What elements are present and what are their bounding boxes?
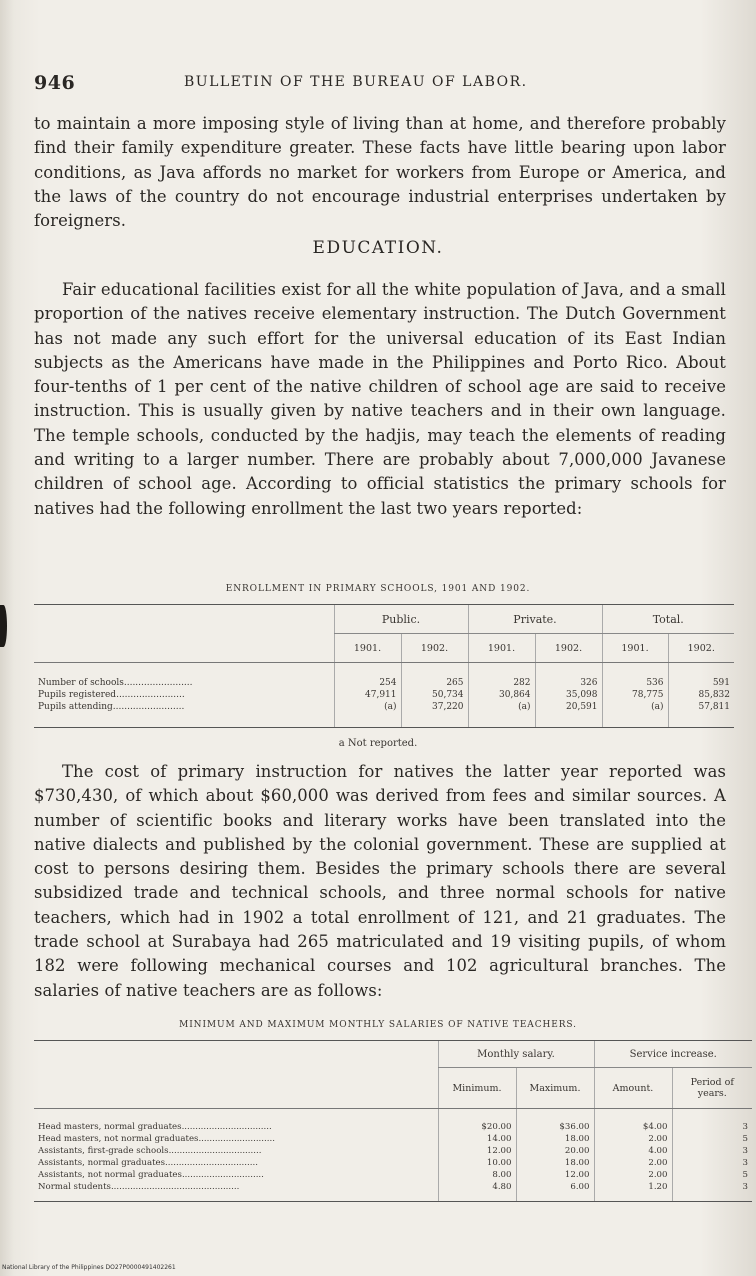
table-cell: 1.20 (594, 1181, 672, 1202)
row-label: Assistants, normal graduates.................................. (38, 1158, 258, 1168)
table-cell: 12.00 (438, 1145, 516, 1157)
table-cell: $36.00 (516, 1109, 594, 1134)
table-cell: $4.00 (594, 1109, 672, 1134)
table-row (34, 1157, 752, 1169)
group-header: Total. (602, 605, 734, 634)
group-header: Monthly salary. (438, 1041, 594, 1068)
stub-header (34, 1068, 438, 1109)
table-cell: 254 (334, 663, 401, 690)
table-cell: 6.00 (516, 1181, 594, 1202)
table-cell: 47,911 (334, 689, 401, 701)
row-label: Assistants, first-grade schools.................................. (38, 1146, 262, 1156)
table-row (34, 701, 734, 728)
table-cell: 2.00 (594, 1157, 672, 1169)
row-label: Pupils registered........................ (38, 690, 185, 700)
salaries-table (34, 1040, 752, 1202)
section-heading-education: EDUCATION. (312, 238, 444, 258)
page-number: 946 (34, 72, 76, 94)
table-cell: 20,591 (535, 701, 602, 728)
column-header: Period of years. (672, 1068, 752, 1109)
table-row (34, 1145, 752, 1157)
stub-header (34, 1041, 438, 1068)
table-cell: 18.00 (516, 1157, 594, 1169)
table-cell: 30,864 (468, 689, 535, 701)
stub-header (34, 634, 334, 663)
table-cell: 326 (535, 663, 602, 690)
table-cell: 265 (401, 663, 468, 690)
year-header: 1901. (334, 634, 401, 663)
table-cell: 35,098 (535, 689, 602, 701)
table-cell: 4.00 (594, 1145, 672, 1157)
table-cell: 2.00 (594, 1169, 672, 1181)
table-row (34, 663, 734, 690)
table-cell: 50,734 (401, 689, 468, 701)
table-row (34, 1133, 752, 1145)
paragraph-cost: The cost of primary instruction for natives the latter year reported was $730,430, of which about $60,000 was derived from fees and similar sources. A number of scientific books and literary works have been translated into the native dialects and published by the colonial government. These are supplied at cost to persons desiring them. Besides the primary schools there are several subsidized trade and technical schools, and three normal schools for native teachers, which had in 1902 a total enrollment of 121, and 21 graduates. The trade school at Surabaya had 265 matriculated and 19 visiting pupils, of whom 182 were following mechanical courses and 102 agricultural branches. The salaries of native teachers are as follows: (34, 762, 726, 1000)
table-cell: 5 (672, 1169, 752, 1181)
salaries-table-caption: MINIMUM AND MAXIMUM MONTHLY SALARIES OF NATIVE TEACHERS. (179, 1020, 577, 1030)
table-cell: 78,775 (602, 689, 668, 701)
column-header: Amount. (594, 1068, 672, 1109)
table-footnote: a Not reported. (338, 738, 418, 749)
table-cell: 3 (672, 1181, 752, 1202)
table-cell: (a) (602, 701, 668, 728)
table-cell: 57,811 (668, 701, 734, 728)
table-cell: 37,220 (401, 701, 468, 728)
table-cell: 3 (672, 1145, 752, 1157)
group-header: Service increase. (594, 1041, 752, 1068)
table-cell: 4.80 (438, 1181, 516, 1202)
table-row (34, 1169, 752, 1181)
year-header: 1901. (468, 634, 535, 663)
table-cell: 20.00 (516, 1145, 594, 1157)
table-row (34, 1181, 752, 1202)
page-edge-blot (0, 605, 7, 647)
table-cell: 282 (468, 663, 535, 690)
table-cell: 591 (668, 663, 734, 690)
running-title: BULLETIN OF THE BUREAU OF LABOR. (184, 74, 528, 90)
enrollment-table (34, 604, 734, 728)
paragraph-education: Fair educational facilities exist for all the white population of Java, and a small proportion of the natives receive elementary instruction. The Dutch Government has not made any such effort for the universal education of its East Indian subjects as the Americans have made in the Philippines and Porto Rico. About four-tenths of 1 per cent of the native children of school age are said to receive instruction. This is usually given by native teachers and in their own language. The temple schools, conducted by the hadjis, may teach the elements of reading and writing to a larger number. There are probably about 7,000,000 Javanese children of school age. According to official statistics the primary schools for natives had the following enrollment the last two years reported: (34, 280, 726, 518)
table-cell: 12.00 (516, 1169, 594, 1181)
table-cell: 3 (672, 1109, 752, 1134)
table-cell: 3 (672, 1157, 752, 1169)
column-header: Maximum. (516, 1068, 594, 1109)
year-header: 1902. (535, 634, 602, 663)
enrollment-table-caption: ENROLLMENT IN PRIMARY SCHOOLS, 1901 AND 1902. (225, 584, 531, 594)
row-label: Assistants, not normal graduates.............................. (38, 1170, 264, 1180)
paragraph-intro: to maintain a more imposing style of living than at home, and therefore probably find their family expenditure greater. These facts have little bearing upon labor conditions, as Java affords no market for workers from Europe or America, and the laws of the country do not encourage industrial enterprises undertaken by foreigners. (34, 114, 726, 231)
year-header: 1902. (401, 634, 468, 663)
row-label: Head masters, not normal graduates............................ (38, 1134, 275, 1144)
page-header (34, 72, 726, 96)
row-label: Normal students............................................... (34, 1181, 438, 1202)
table-cell: 18.00 (516, 1133, 594, 1145)
year-header: 1901. (602, 634, 668, 663)
table-row (34, 1109, 752, 1134)
stub-header (34, 605, 334, 634)
table-cell: $20.00 (438, 1109, 516, 1134)
table-cell: 14.00 (438, 1133, 516, 1145)
library-credit: National Library of the Philippines DO27P0000491402261 (2, 1264, 176, 1271)
group-header: Private. (468, 605, 602, 634)
row-label: Number of schools........................ (38, 678, 193, 688)
table-cell: 5 (672, 1133, 752, 1145)
group-header: Public. (334, 605, 468, 634)
table-cell: 85,832 (668, 689, 734, 701)
table-cell: 2.00 (594, 1133, 672, 1145)
table-cell: 8.00 (438, 1169, 516, 1181)
table-cell: 10.00 (438, 1157, 516, 1169)
column-header: Minimum. (438, 1068, 516, 1109)
table-cell: (a) (468, 701, 535, 728)
table-cell: 536 (602, 663, 668, 690)
table-cell: (a) (334, 701, 401, 728)
year-header: 1902. (668, 634, 734, 663)
table-row (34, 689, 734, 701)
row-label: Head masters, normal graduates................................. (38, 1122, 272, 1132)
row-label: Pupils attending......................... (34, 701, 334, 728)
